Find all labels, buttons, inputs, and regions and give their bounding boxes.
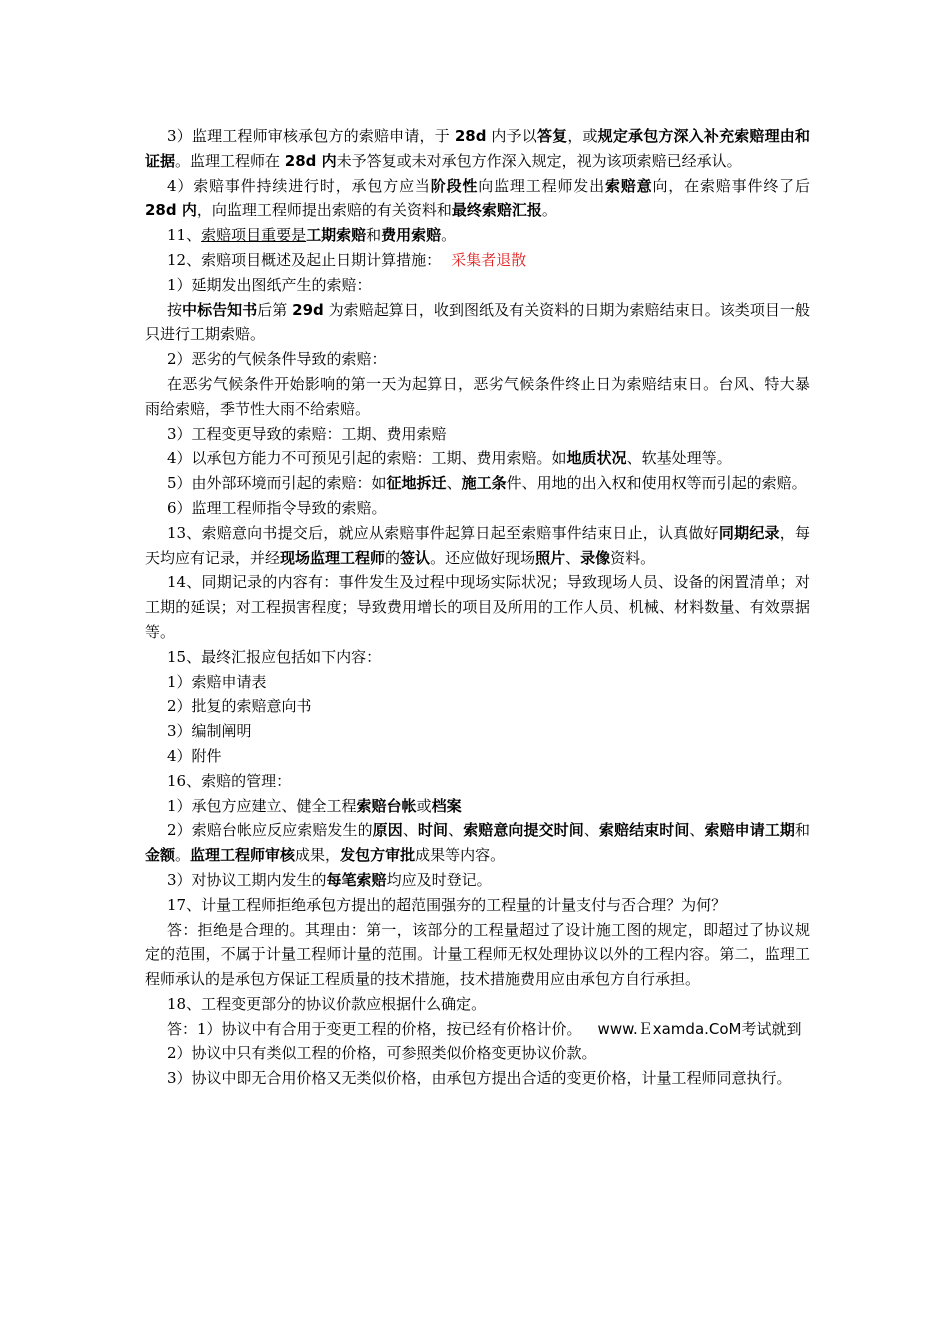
- text: 为索赔起算日，收到图纸及有关资料的日期为索赔结束日。该类项目一般只进行工期索赔。: [145, 300, 810, 344]
- text: 成果，: [295, 846, 341, 865]
- text: 6）监理工程师指令导致的索赔。: [167, 498, 387, 517]
- text: 、软基处理等。: [626, 449, 732, 468]
- text: 16、索赔的管理：: [167, 771, 292, 790]
- paragraph-p11: [145, 471, 810, 496]
- underlined-text: 索赔项目重要是: [201, 226, 307, 245]
- text: 。还应做好现场: [430, 548, 536, 567]
- paragraph-p4: [145, 248, 810, 273]
- paragraph-p3: [145, 223, 810, 248]
- text: 3）工程变更导致的索赔：工期、费用索赔: [167, 424, 447, 443]
- bold-text: 地质状况: [566, 449, 627, 468]
- text: 按: [167, 300, 183, 319]
- bold-text: 索赔结束时间: [598, 821, 690, 840]
- bold-text: 最终索赔汇报: [451, 201, 542, 220]
- paragraph-p1: [145, 124, 810, 174]
- bold-text: 规定承包方深入补充索赔理由和证据: [145, 127, 810, 170]
- text: 、: [448, 821, 464, 840]
- paragraph-p6: [145, 298, 810, 348]
- text: 2）协议中只有类似工程的价格，可参照类似价格变更协议价款。: [167, 1044, 597, 1063]
- text: 3）对协议工期内发生的: [167, 870, 327, 889]
- text: 或: [416, 796, 432, 815]
- bold-text: 原因: [372, 821, 403, 840]
- text: 答：1）协议中有合用于变更工程的价格，按已经有价格计价。: [167, 1019, 582, 1038]
- text: 在恶劣气候条件开始影响的第一天为起算日，恶劣气候条件终止日为索赔结束日。台风、特大暴雨给索赔，季节性大雨不给索赔。: [145, 374, 810, 418]
- bold-text: 施工条: [461, 474, 507, 493]
- text: ，或: [567, 127, 598, 145]
- bold-text: 答复: [536, 127, 568, 145]
- text: 12、索赔项目概述及起止日期计算措施：: [167, 250, 442, 269]
- text: 。: [441, 226, 457, 245]
- paragraph-p14: [145, 570, 810, 644]
- text: ，向监理工程师提出索赔的有关资料和: [196, 201, 452, 220]
- paragraph-p20: [145, 769, 810, 794]
- text: 和: [794, 821, 810, 840]
- paragraph-p24: [145, 893, 810, 918]
- paragraph-p28: [145, 1041, 810, 1066]
- paragraph-p13: [145, 521, 810, 571]
- paragraph-p16: [145, 670, 810, 695]
- document-body: [145, 124, 810, 1091]
- text: 均应及时登记。: [386, 870, 492, 889]
- bold-text: 时间: [417, 821, 449, 840]
- text: 3）监理工程师审核承包方的索赔申请，于: [167, 127, 455, 145]
- text: 。: [541, 201, 557, 220]
- text: 17、计量工程师拒绝承包方提出的超范围强夯的工程量的计量支付与否合理？为何？: [167, 895, 727, 914]
- text: 、: [689, 821, 705, 840]
- text: 、: [446, 474, 462, 493]
- paragraph-p26: [145, 992, 810, 1017]
- text: 。监理工程师在: [175, 151, 285, 170]
- paragraph-p29: [145, 1066, 810, 1091]
- text: 、: [565, 548, 581, 567]
- website-watermark-text: www.Ｅxamda.CoM: [597, 1019, 742, 1038]
- paragraph-p17: [145, 694, 810, 719]
- text: 资料。: [610, 548, 656, 567]
- paragraph-p7: [145, 347, 810, 372]
- text: 13、索赔意向书提交后，就应从索赔事件起算日起至索赔事件结束日止，认真做好: [167, 523, 719, 542]
- bold-text: 索赔意向提交时间: [463, 821, 584, 840]
- text: 未予答复或未对承包方作深入规定，视为该项索赔已经承认。: [336, 151, 742, 170]
- bold-text: 28d: [454, 127, 487, 145]
- bold-text: 索赔申请工期: [704, 821, 795, 840]
- bold-text: 28d 内: [284, 151, 337, 170]
- text: 5）由外部环境而引起的索赔：如: [167, 474, 387, 493]
- bold-text: 录像: [580, 548, 611, 567]
- bold-text: 28d 内: [145, 201, 197, 220]
- text: 4）以承包方能力不可预见引起的索赔：工期、费用索赔。如: [167, 449, 567, 468]
- bold-text: 签认: [400, 548, 431, 567]
- bold-text: 工期索赔: [306, 226, 367, 245]
- bold-text: 档案: [431, 796, 462, 815]
- text: 15、最终汇报应包括如下内容：: [167, 647, 382, 666]
- text: 和: [366, 226, 382, 245]
- text: 11、: [167, 226, 202, 245]
- paragraph-p23: [145, 868, 810, 893]
- bold-text: 阶段性: [430, 176, 479, 195]
- text: 14、同期记录的内容有：事件发生及过程中现场实际状况；导致现场人员、设备的闲置清单；对工期的延误；对工程损害程度；导致费用增长的项目及所用的工作人员、机械、材料数量、有效票据等。: [145, 573, 810, 641]
- text: 后第: [257, 300, 293, 319]
- text: 1）承包方应建立、健全工程: [167, 796, 357, 815]
- paragraph-p27: [145, 1017, 810, 1042]
- text: 。: [175, 846, 191, 865]
- paragraph-p12: [145, 496, 810, 521]
- paragraph-p10: [145, 446, 810, 471]
- text: 、: [583, 821, 599, 840]
- paragraph-p19: [145, 744, 810, 769]
- text: 2）恶劣的气候条件导致的索赔：: [167, 350, 387, 369]
- text: ，每天均应有记录，并经: [145, 523, 810, 567]
- bold-text: 照片: [535, 548, 566, 567]
- bold-text: 索赔意: [604, 176, 653, 195]
- bold-text: 征地拆迁: [386, 474, 447, 493]
- text: 件、用地的出入权和使用权等而引起的索赔。: [506, 474, 807, 493]
- bold-text: 现场监理工程师: [280, 548, 386, 567]
- text: 答：拒绝是合理的。其理由：第一，该部分的工程量超过了设计施工图的规定，即超过了协议规定的范围，不属于计量工程师计量的范围。计量工程师无权处理协议以外的工程内容。第二，监理工程师承认的是承包方保证工程质量的技术措施，技术措施费用应由承包方自行承担。: [145, 920, 810, 989]
- text: 18、工程变更部分的协议价款应根据什么确定。: [167, 994, 487, 1013]
- bold-text: 监理工程师审核: [190, 846, 296, 865]
- text: 2）索赔台帐应反应索赔发生的: [167, 821, 373, 840]
- text: 内予以: [486, 127, 537, 145]
- text: 向，在索赔事件终了后: [652, 176, 810, 195]
- paragraph-p5: [145, 273, 810, 298]
- bold-text: 中标告知书: [182, 300, 258, 319]
- paragraph-p22: [145, 818, 810, 868]
- paragraph-p2: [145, 174, 810, 224]
- bold-text: 同期纪录: [718, 523, 780, 542]
- paragraph-p15: [145, 645, 810, 670]
- paragraph-p21: [145, 794, 810, 819]
- paragraph-p9: [145, 422, 810, 447]
- text: 成果等内容。: [415, 846, 506, 865]
- text: 的: [385, 548, 401, 567]
- text: 4）附件: [167, 746, 222, 765]
- bold-text: 发包方审批: [340, 846, 416, 865]
- text: 考试就到: [741, 1019, 802, 1038]
- text: 3）协议中即无合用价格又无类似价格，由承包方提出合适的变更价格，计量工程师同意执行。: [167, 1069, 792, 1088]
- paragraph-p25: [145, 918, 810, 992]
- paragraph-p8: [145, 372, 810, 422]
- text: 向监理工程师发出: [478, 176, 605, 195]
- bold-text: 29d: [292, 300, 324, 319]
- text: 3）编制阐明: [167, 722, 252, 741]
- bold-text: 索赔台帐: [356, 796, 417, 815]
- text: 1）索赔申请表: [167, 672, 267, 691]
- paragraph-p18: [145, 719, 810, 744]
- bold-text: 费用索赔: [381, 226, 442, 245]
- text: 2）批复的索赔意向书: [167, 697, 312, 716]
- text: 1）延期发出图纸产生的索赔：: [167, 275, 372, 294]
- bold-text: 每笔索赔: [326, 870, 387, 889]
- text: 、: [402, 821, 418, 840]
- red-watermark-text: 采集者退散: [451, 250, 527, 269]
- text: 4）索赔事件持续进行时，承包方应当: [167, 176, 431, 195]
- bold-text: 金额: [145, 846, 176, 865]
